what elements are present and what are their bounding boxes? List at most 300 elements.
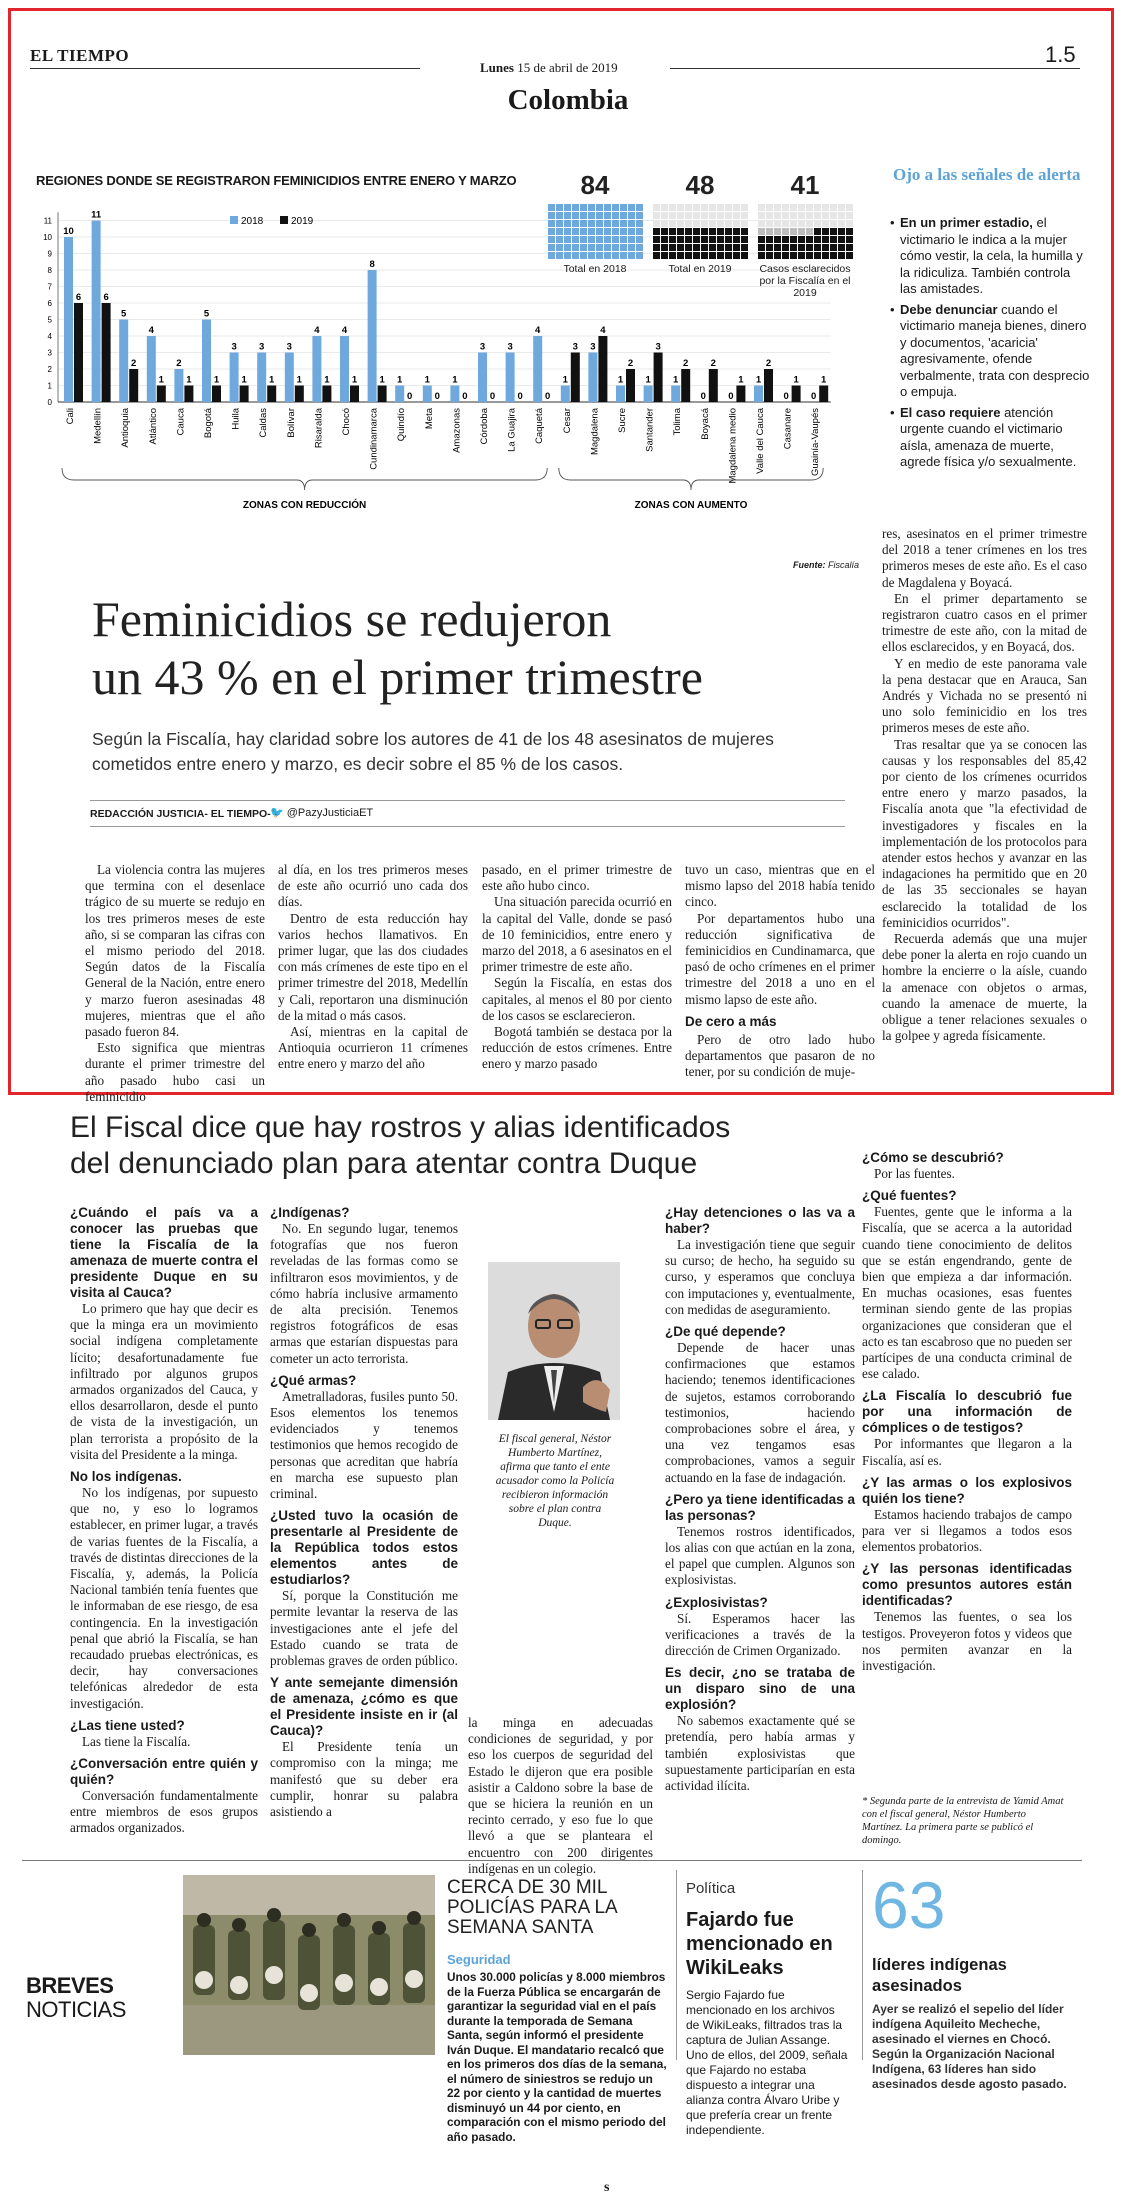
main-col-3-p3: Según la Fiscalía, en estas dos capitales, al menos el 80 por ciento de los casos se esclarecieron. (482, 975, 672, 1023)
waffle-cell (604, 212, 611, 219)
interview-question: ¿Indígenas? (270, 1205, 350, 1220)
category-label: Bolívar (285, 408, 297, 438)
waffle-cell (572, 228, 579, 235)
total-number: 48 (685, 170, 715, 200)
interview-answer: Ametralladoras, fusiles punto 50. Esos elementos los tenemos evidenciados y tenemos testimonios que hemos recogido de personas que acreditan que habría en marcha ese supuesto plan criminal. (270, 1388, 458, 1502)
category-label: Quindío (396, 408, 408, 442)
breve-2-title: Fajardo fue mencionado en WikiLeaks (686, 1909, 833, 1979)
waffle-cell (604, 244, 611, 251)
bar-2018 (644, 386, 653, 403)
bar-value-label: 0 (517, 391, 523, 402)
waffle-cell (612, 244, 619, 251)
waffle-cell (564, 212, 571, 219)
waffle-cell (685, 244, 692, 251)
waffle-cell (709, 204, 716, 211)
fiscal-headline-line2: del denunciado plan para atentar contra Duque (70, 1147, 698, 1180)
bar-value-label: 1 (562, 374, 568, 386)
bar-value-label: 8 (369, 259, 375, 270)
bar-2019 (378, 386, 387, 403)
waffle-cell (685, 252, 692, 259)
bar-2019 (736, 386, 745, 403)
bar-2019 (74, 303, 83, 402)
waffle-cell (717, 228, 724, 235)
bullet-icon: • (890, 215, 895, 230)
waffle-cell (830, 236, 837, 243)
waffle-cell (766, 244, 773, 251)
byline: REDACCIÓN JUSTICIA- EL TIEMPO- (90, 808, 271, 820)
bar-value-label: 2 (131, 358, 137, 369)
waffle-cell (661, 244, 668, 251)
interview-answer: Estamos haciendo trabajos de campo para ver si llegamos a todos esos elementos probatorios. (862, 1506, 1072, 1555)
waffle-cell (766, 204, 773, 211)
waffle-cell (588, 236, 595, 243)
bar-value-label: 1 (755, 374, 762, 386)
waffle-cell (548, 236, 555, 243)
section-title: Colombia (507, 84, 629, 116)
fiscal-headline-line1: El Fiscal dice que hay rostros y alias identificados (70, 1111, 731, 1144)
waffle-cell (556, 228, 563, 235)
waffle-cell (548, 228, 555, 235)
bar-value-label: 1 (645, 374, 651, 386)
waffle-cell (661, 220, 668, 227)
bar-2018 (588, 353, 597, 403)
waffle-cell (548, 220, 555, 227)
waffle-cell (685, 228, 692, 235)
waffle-cell (588, 244, 595, 251)
waffle-cell (741, 228, 748, 235)
masthead: EL TIEMPO (30, 46, 130, 65)
bar-value-label: 1 (241, 374, 247, 386)
waffle-cell (822, 228, 829, 235)
waffle-cell (548, 252, 555, 259)
waffle-cell (636, 244, 643, 251)
bar-value-label: 0 (783, 391, 789, 402)
waffle-cell (717, 236, 724, 243)
waffle-cell (733, 204, 740, 211)
waffle-cell (596, 244, 603, 251)
breve-1-title: CERCA DE 30 MIL POLICÍAS PARA LA SEMANA SANTA (447, 1877, 617, 1938)
category-label: Risaralda (313, 408, 325, 449)
waffle-cell (693, 204, 700, 211)
category-label: Chocó (341, 408, 352, 436)
waffle-cell (604, 220, 611, 227)
breve-2-kicker: Política (686, 1880, 736, 1897)
waffle-cell (636, 204, 643, 211)
waffle-cell (604, 236, 611, 243)
interview-question: ¿Cómo se descubrió? (862, 1150, 1004, 1165)
bar-value-label: 2 (683, 358, 689, 369)
chart-source (793, 560, 859, 570)
breve-1-body: Unos 30.000 policías y 8.000 miembros de la Fuerza Pública se encargarán de garantizar la seguridad vial en el país durante la temporada de Semana Santa, según informó el presidente Iván Duque. El mandatario recalcó que en los primeros dos días de la semana, el número de siniestros se redujo un 22 por ciento y la cantidad de muertes disminuyó un 44 por ciento, en comparación con el mismo periodo del año pasado. (447, 1970, 667, 2144)
breves-label-1: BREVES (26, 1973, 114, 1998)
sidebar-alert-list (890, 215, 1090, 475)
waffle-cell (725, 244, 732, 251)
waffle-cell (556, 212, 563, 219)
breves-divider-2 (862, 1870, 863, 2060)
bar-2019 (102, 303, 111, 402)
bar-2018 (450, 386, 459, 403)
waffle-cell (588, 212, 595, 219)
waffle-cell (814, 236, 821, 243)
total-number: 41 (790, 170, 820, 200)
waffle-cell (661, 204, 668, 211)
category-label: Cali (65, 408, 76, 425)
interview-answer: No los indígenas, por supuesto que no, y eso lo logramos establecer, en primer lugar, a través de varias fuentes de la Fiscalía, a través de distintas direcciones de la Fiscalía, y, además, la Policía Nacional también tenía fuentes que le informaban de ese riesgo, de esa contingencia. En la investigación penal que abrió la Fiscalía, se han recaudado pruebas electrónicas, es decir, hay conversaciones telefónicas alrededor de esta investigación. (70, 1485, 258, 1711)
waffle-cell (701, 212, 708, 219)
main-col-5-p1: res, asesinatos en el primer trimestre del 2018 a tener crímenes en los tres primeros meses de este año. Es el caso de Magdalena y Boyacá. (882, 526, 1087, 590)
category-label: Caldas (258, 408, 270, 438)
waffle-cell (596, 236, 603, 243)
waffle-cell (701, 204, 708, 211)
waffle-cell (564, 228, 571, 235)
waffle-cell (564, 204, 571, 211)
main-col-5 (882, 526, 1087, 1045)
main-col-4-p1: tuvo un caso, mientras que en el mismo lapso del 2018 había tenido cinco. (685, 862, 875, 910)
waffle-cell (693, 244, 700, 251)
byline-rule-bottom (90, 826, 845, 827)
bar-value-label: 4 (341, 325, 348, 336)
waffle-cell (572, 220, 579, 227)
interview-question: No los indígenas. (70, 1469, 182, 1485)
bar-value-label: 10 (63, 226, 74, 237)
waffle-cell (725, 228, 732, 235)
interview-answer: Las tiene la Fiscalía. (82, 1733, 191, 1749)
y-tick-label: 4 (47, 332, 52, 341)
breves-label-2: NOTICIAS (26, 1997, 126, 2022)
bar-2018 (340, 336, 349, 402)
category-label: Atlántico (147, 408, 159, 445)
waffle-cell (782, 244, 789, 251)
waffle-cell (564, 220, 571, 227)
bar-2019 (709, 369, 718, 402)
waffle-cell (604, 204, 611, 211)
bar-2019 (350, 386, 359, 403)
bar-2018 (147, 336, 156, 402)
waffle-cell (774, 204, 781, 211)
bar-value-label: 2 (710, 358, 716, 369)
sidebar-title: Ojo a las señales de alerta (893, 165, 1081, 184)
waffle-cell (766, 236, 773, 243)
waffle-cell (814, 244, 821, 251)
main-col-2 (278, 862, 468, 1073)
bar-value-label: 3 (655, 341, 661, 353)
waffle-cell (653, 236, 660, 243)
waffle-cell (782, 212, 789, 219)
waffle-cell (822, 252, 829, 259)
waffle-cell (846, 220, 853, 227)
bar-value-label: 1 (821, 374, 827, 386)
category-label: Cauca (175, 408, 187, 436)
waffle-cell (653, 212, 660, 219)
waffle-cell (733, 244, 740, 251)
waffle-cell (588, 228, 595, 235)
source-name: Fiscalía (828, 560, 860, 570)
waffle-cell (677, 244, 684, 251)
waffle-cell (806, 228, 813, 235)
waffle-cell (758, 220, 765, 227)
waffle-cell (572, 204, 579, 211)
breve-3-title: líderes indígenas asesinados (872, 1956, 1007, 1995)
category-label: Cundinamarca (368, 408, 380, 470)
waffle-cell (677, 252, 684, 259)
bar-2019 (626, 369, 635, 402)
category-label: Santander (644, 408, 656, 452)
waffle-cell (790, 228, 797, 235)
fiscal-footnote: * Segunda parte de la entrevista de Yamid Amat con el fiscal general, Néstor Humberto Martínez. La primera parte se publicó el domingo. (862, 1796, 1064, 1846)
sidebar-item-lead: El caso requiere (900, 404, 1001, 420)
waffle-cell (548, 212, 555, 219)
waffle-cell (701, 228, 708, 235)
bar-value-label: 1 (617, 374, 624, 386)
bar-2019 (184, 386, 193, 403)
main-col-5-p4: Tras resaltar que ya se conocen las causas y los responsables del 85,42 por ciento de los crímenes ocurridos entre enero y marzo pasados, la Fiscalía anota que "la efectividad de investigadores y fiscales en la implementación de los protocolos para atender estos hechos y avanzar en las indagaciones ha permitido que en 20 de las 35 seccionales se hayan esclarecido la totalidad de los feminicidios ocurridos". (882, 736, 1087, 930)
main-col-4 (685, 862, 875, 1081)
waffle-cell (701, 236, 708, 243)
bar-2018 (561, 386, 570, 403)
waffle-cell (838, 204, 845, 211)
main-subhead: De cero a más (685, 1013, 777, 1029)
interview-question: ¿Usted tuvo la ocasión de presentarle al Presidente de la República todos estos elementos antes de estudiarlos? (270, 1508, 458, 1588)
sidebar-item-lead: Debe denunciar (900, 301, 998, 317)
waffle-cell (572, 252, 579, 259)
bar-value-label: 6 (103, 292, 109, 303)
waffle-cell (701, 220, 708, 227)
bar-2019 (598, 336, 607, 402)
waffle-cell (580, 236, 587, 243)
waffle-cell (709, 244, 716, 251)
waffle-cell (612, 204, 619, 211)
waffle-cell (685, 212, 692, 219)
waffle-cell (653, 204, 660, 211)
waffle-cell (636, 220, 643, 227)
waffle-cell (733, 212, 740, 219)
waffle-cell (822, 204, 829, 211)
interview-question: ¿Pero ya tiene identificadas a las personas? (665, 1491, 855, 1523)
main-col-2-p3: Así, mientras en la capital de Antioquia ocurrieron 11 crímenes entre enero y marzo del año (278, 1024, 468, 1072)
legend-label: 2018 (241, 216, 264, 227)
waffle-cell (669, 212, 676, 219)
waffle-cell (838, 228, 845, 235)
breve-3-number: 63 (872, 1868, 946, 1942)
waffle-cell (782, 228, 789, 235)
sidebar-item-text: atención urgente cuando el victimario aísla, amenaza de muerte, agrede física y/o sexualmente. (900, 404, 1077, 469)
category-label: Casanare (782, 408, 794, 450)
waffle-cell (677, 212, 684, 219)
interview-answer: Depende de hacer unas confirmaciones que estamos haciendo; tenemos identificaciones de sujetos, estamos corroborando testimonios, haciendo comprobaciones sobre el área, y una vez tengamos esas comprobaciones, vamos a seguir actuando en la fase de indagación. (665, 1340, 855, 1485)
waffle-cell (628, 228, 635, 235)
waffle-grid (758, 204, 853, 259)
category-label: Córdoba (479, 408, 490, 445)
total-number: 84 (580, 170, 610, 200)
bar-value-label: 2 (627, 358, 634, 369)
bar-value-label: 4 (535, 325, 541, 336)
interview-question: Es decir, ¿no se trataba de un disparo sino de una explosión? (665, 1665, 855, 1713)
waffle-cell (758, 228, 765, 235)
waffle-cell (628, 236, 635, 243)
waffle-cell (588, 204, 595, 211)
legend-label: 2019 (291, 216, 314, 227)
waffle-cell (580, 252, 587, 259)
source-label: Fuente: (793, 560, 826, 570)
bar-value-label: 1 (452, 374, 458, 386)
category-label: Amazonas (451, 408, 463, 453)
bar-value-label: 3 (590, 341, 596, 353)
main-headline-line1: Feminicidios se redujeron (92, 591, 612, 647)
waffle-cell (798, 228, 805, 235)
bar-2019 (819, 386, 828, 403)
waffle-cell (596, 212, 603, 219)
waffle-cell (806, 252, 813, 259)
interview-answer: Fuentes, gente que le informa a la Fiscalía, que se acerca a la autoridad cuando tiene conocimiento de delitos que se están engendrando, gente de bien que empieza a dar información. En muchas ocasiones, esas fuentes terminan siendo gente de las propias organizaciones que consideran que el acto es tan escabroso que no pueden ser partícipes de una conducta criminal de ese calado. (862, 1204, 1072, 1382)
bar-2019 (295, 386, 304, 403)
waffle-cell (774, 220, 781, 227)
waffle-cell (693, 236, 700, 243)
bar-value-label: 1 (738, 374, 744, 386)
waffle-cell (830, 228, 837, 235)
bar-value-label: 2 (176, 358, 182, 369)
y-tick-label: 5 (47, 315, 52, 325)
bar-value-label: 0 (462, 391, 468, 402)
waffle-cell (685, 220, 692, 227)
interview-answer: Por las fuentes. (874, 1166, 955, 1181)
fiscal-col-1 (70, 1205, 258, 1837)
date-rest: 15 de abril de 2019 (517, 60, 618, 75)
bar-value-label: 5 (203, 308, 210, 320)
waffle-cell (620, 212, 627, 219)
bar-2018 (230, 353, 239, 403)
waffle-cell (830, 212, 837, 219)
waffle-cell (709, 228, 716, 235)
waffle-cell (620, 236, 627, 243)
bar-value-label: 4 (314, 325, 320, 336)
category-label: Meta (423, 408, 435, 430)
waffle-cell (612, 228, 619, 235)
waffle-cell (604, 252, 611, 259)
waffle-cell (766, 228, 773, 235)
waffle-grid (653, 204, 748, 259)
waffle-cell (846, 212, 853, 219)
waffle-cell (798, 204, 805, 211)
main-col-5-p5: Recuerda además que una mujer debe poner la alerta en rojo cuando un hombre la encierre o la aísle, cuando la amenace con objetos o armas, cuando la amenace de muerte, la obligue a tener relaciones sexuales o la golpee y agreda físicamente. (882, 931, 1087, 1044)
interview-answer: Tenemos las fuentes, o sea los testigos. Proveyeron fotos y videos que nos permiten avanzar en la investigación. (862, 1609, 1072, 1674)
waffle-cell (628, 204, 635, 211)
waffle-cell (636, 252, 643, 259)
main-deck: Según la Fiscalía, hay claridad sobre los autores de 41 de los 48 asesinatos de mujeres cometidos entre enero y marzo, es decir sobre el 85 % de los casos. (92, 729, 774, 774)
waffle-cell (806, 220, 813, 227)
waffle-cell (612, 252, 619, 259)
interview-question: ¿Explosivistas? (665, 1594, 768, 1610)
waffle-cell (790, 220, 797, 227)
bar-value-label: 1 (379, 374, 385, 386)
waffle-cell (814, 212, 821, 219)
total-label: Total en 2019 (668, 263, 732, 275)
waffle-cell (709, 236, 716, 243)
waffle-cell (766, 252, 773, 259)
police-band-image (183, 1875, 435, 2055)
fiscal-col-3 (468, 1715, 653, 1877)
interview-question: ¿Cuándo el país va a conocer las pruebas que tiene la Fiscalía de la amenaza de muerte contra el presidente Duque en su visita al Cauca? (70, 1205, 258, 1300)
fiscal-col-2 (270, 1205, 458, 1820)
waffle-cell (580, 228, 587, 235)
fiscal-col-4 (665, 1205, 855, 1794)
category-label: Tolima (672, 408, 684, 436)
chart-legend (230, 216, 314, 227)
waffle-cell (758, 244, 765, 251)
waffle-cell (556, 244, 563, 251)
waffle-cell (548, 204, 555, 211)
legend-swatch (230, 216, 238, 224)
main-col-2-p2: Dentro de esta reducción hay varios hechos llamativos. En primer lugar, que las dos ciudades con más crímenes de este tipo en el primer trimestre del 2018, Medellín y Cali, reportaron una disminución de la mitad o más casos. (278, 910, 468, 1023)
main-col-3-p2: Una situación parecida ocurrió en la capital del Valle, donde se pasó de 10 feminicidios, entre enero y marzo del 2018, a 6 asesinatos en el primer trimestre de este año. (482, 894, 672, 975)
waffle-cell (822, 220, 829, 227)
waffle-cell (798, 244, 805, 251)
group-bracket (62, 468, 547, 490)
waffle-cell (733, 236, 740, 243)
waffle-cell (548, 244, 555, 251)
bar-2018 (478, 353, 487, 403)
bar-2019 (571, 353, 580, 403)
waffle-cell (693, 252, 700, 259)
bar-value-label: 3 (286, 341, 292, 353)
bar-value-label: 3 (572, 341, 578, 353)
bar-value-label: 0 (489, 391, 496, 402)
waffle-cell (830, 252, 837, 259)
category-label: Huila (230, 408, 242, 430)
waffle-cell (846, 236, 853, 243)
waffle-cell (741, 252, 748, 259)
waffle-cell (653, 244, 660, 251)
y-tick-label: 7 (47, 282, 52, 292)
interview-question: ¿La Fiscalía lo descubrió fue por una información de cómplices o de testigos? (862, 1388, 1072, 1436)
waffle-cell (661, 252, 668, 259)
waffle-cell (806, 204, 813, 211)
category-label: Medellín (92, 408, 104, 444)
total-block (545, 170, 645, 275)
waffle-cell (774, 236, 781, 243)
waffle-cell (669, 236, 676, 243)
waffle-cell (620, 228, 627, 235)
waffle-cell (830, 220, 837, 227)
waffle-cell (733, 252, 740, 259)
bullet-icon: • (890, 301, 895, 317)
twitter-icon: 🐦 (270, 807, 284, 819)
bar-value-label: 0 (811, 391, 817, 402)
interview-question: ¿Y las personas identificadas como presuntos autores están identificadas? (862, 1561, 1072, 1609)
waffle-cell (733, 220, 740, 227)
waffle-cell (661, 212, 668, 219)
breves-divider-1 (676, 1870, 677, 2060)
breves-label (26, 1974, 126, 2022)
waffle-cell (653, 220, 660, 227)
waffle-cell (790, 236, 797, 243)
waffle-cell (798, 212, 805, 219)
waffle-cell (580, 244, 587, 251)
twitter-handle-text: @PazyJusticiaET (286, 807, 374, 819)
waffle-cell (677, 236, 684, 243)
interview-question: ¿Las tiene usted? (70, 1717, 185, 1733)
waffle-cell (838, 220, 845, 227)
category-label: Cesar (561, 408, 573, 434)
bar-2019 (240, 386, 249, 403)
waffle-cell (693, 212, 700, 219)
waffle-cell (790, 252, 797, 259)
category-label: Magdalena medio (727, 408, 739, 484)
waffle-cell (636, 212, 643, 219)
y-tick-label: 0 (47, 398, 52, 407)
waffle-cell (572, 212, 579, 219)
waffle-cell (628, 252, 635, 259)
waffle-cell (741, 236, 748, 243)
